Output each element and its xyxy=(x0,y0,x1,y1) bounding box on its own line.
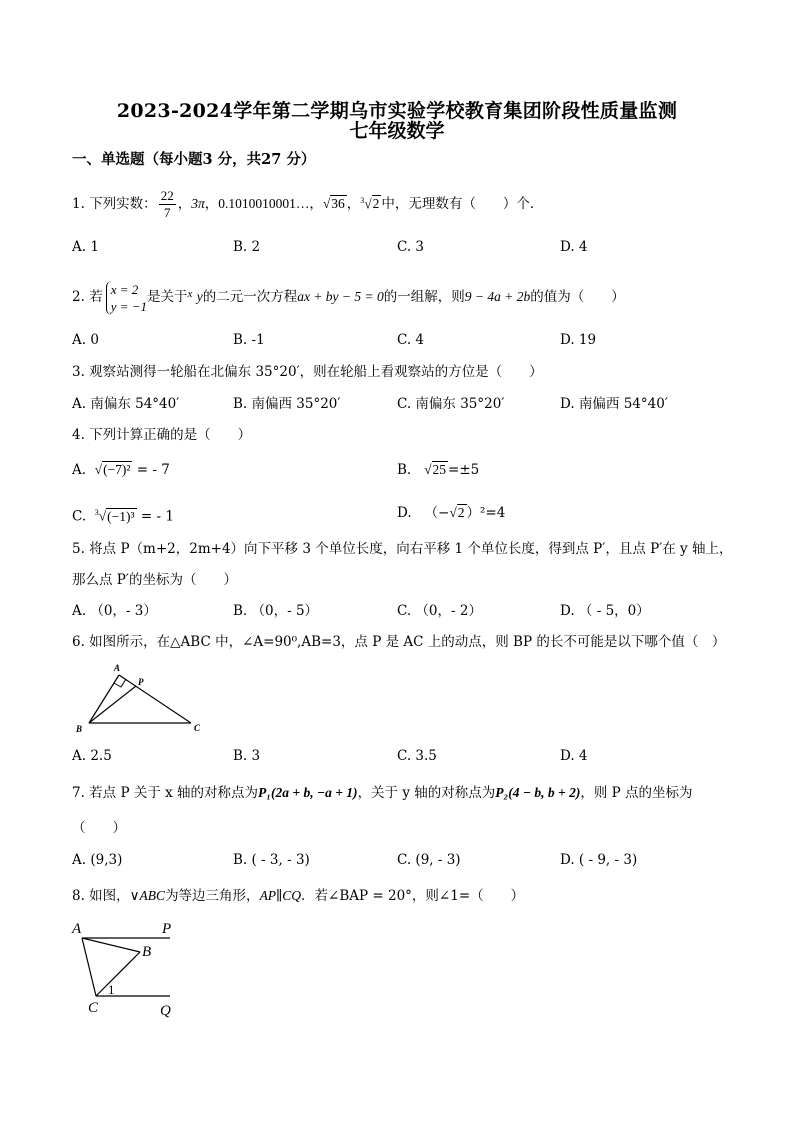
q1-option-b: B. 2 xyxy=(233,239,261,255)
q4-d-radicand: 2 xyxy=(457,505,465,520)
q1-sep: ， xyxy=(309,196,323,212)
question-1 xyxy=(72,188,543,221)
q1-frac-num: 22 xyxy=(160,188,174,203)
q4-c-rest: = - 1 xyxy=(140,508,174,525)
q7-point-p2: P₂(4 − b, b + 2) xyxy=(495,785,581,800)
q1-term-decimal: 0.1010010001… xyxy=(218,196,310,211)
q8-side-ac xyxy=(82,938,96,996)
q5-option-b: B. （0，- 5） xyxy=(233,603,319,619)
q3-option-c: C. 南偏东 35°20′ xyxy=(397,396,505,412)
question-6: 6. 如图所示，在△ABC 中，∠A=90⁰,AB=3，点 P 是 AC 上的动点，则 BP 的长不可能是以下哪个值（ ） xyxy=(72,634,726,650)
q5-option-a: A. （0，- 3） xyxy=(72,603,157,619)
q2-var-x: x xyxy=(187,288,193,300)
q1-sep: ， xyxy=(346,196,361,212)
q7-suffix: ，则 P 点的坐标为 xyxy=(580,785,693,801)
q7-mid: ，关于 y 轴的对称点为 xyxy=(357,785,496,801)
q7-prefix: 7. 若点 P 关于 x 轴的对称点为 xyxy=(72,785,259,801)
q7-point-p1: P₁(2a + b, −a + 1) xyxy=(258,785,358,800)
q8-parallel-figure xyxy=(66,914,196,1024)
q3-option-d: D. 南偏西 54°40′ xyxy=(560,396,668,412)
q6-label-b: B xyxy=(76,724,83,734)
q6-label-p: P xyxy=(138,677,144,687)
q2-option-c: C. 4 xyxy=(397,332,425,348)
q8-suffix: ．若∠BAP = 20°，则∠1=（ ） xyxy=(301,888,525,904)
q1-cbrt-index: 3 xyxy=(360,195,365,205)
q2-option-d: D. 19 xyxy=(560,332,597,348)
q4-b-rest: =±5 xyxy=(448,462,480,478)
q6-segment-bp xyxy=(89,686,136,723)
q6-option-a: A. 2.5 xyxy=(72,748,112,764)
question-5-line1: 5. 将点 P（m+2，2m+4）向下平移 3 个单位长度，向右平移 1 个单位长度，得到点 P′，且点 P′在 y 轴上， xyxy=(72,541,733,557)
q2-suffix: 的值为（ ） xyxy=(530,289,625,305)
q1-cbrt: $^3$√2 xyxy=(360,195,380,211)
q6-side-ab xyxy=(89,675,119,723)
q4-c-cbrt: $^3$√(−1)³ xyxy=(94,508,135,524)
q6-triangle-figure xyxy=(72,660,212,738)
q8-side-bc xyxy=(96,952,140,996)
exam-subtitle: 七年级数学 xyxy=(349,120,445,142)
q8-prefix: 8. 如图， xyxy=(72,888,130,904)
q2-text: 的二元一次方程 xyxy=(202,289,298,305)
q1-option-c: C. 3 xyxy=(397,239,425,255)
q6-option-d: D. 4 xyxy=(560,748,588,764)
q1-fraction xyxy=(159,188,176,221)
q8-label-q: Q xyxy=(160,1003,171,1019)
q1-frac-den: 7 xyxy=(163,205,171,220)
q1-suffix: 中，无理数有（ ）个． xyxy=(381,196,544,212)
q1-number: 1. xyxy=(72,196,85,212)
q6-option-c: C. 3.5 xyxy=(397,748,437,764)
q2-eq2: y = −1 xyxy=(110,298,148,314)
q4-option-d xyxy=(397,503,505,523)
q5-option-c: C. （0，- 2） xyxy=(397,603,482,619)
q8-label-c: C xyxy=(88,1000,99,1016)
q1-prefix: 下列实数： xyxy=(89,196,157,212)
question-8 xyxy=(72,886,524,906)
q2-equation: ax + by − 5 = 0 xyxy=(297,289,384,304)
q4-a-sqrt: √(−7)² xyxy=(94,462,131,477)
q2-option-b: B. -1 xyxy=(233,332,265,348)
q7-option-b: B. ( - 3, - 3) xyxy=(233,852,310,868)
exam-title: 2023-2024学年第二学期乌市实验学校教育集团阶段性质量监测 xyxy=(116,100,678,122)
q4-c-index: 3 xyxy=(94,508,99,517)
q8-triangle: ∨ABC xyxy=(129,888,166,903)
q2-expression: 9 − 4a + 2b xyxy=(464,289,531,304)
q7-option-d: D. ( - 9, - 3) xyxy=(560,852,638,868)
q4-b-label: B. xyxy=(397,462,412,478)
q5-option-d: D. （ - 5，0） xyxy=(560,603,650,619)
q8-label-p: P xyxy=(162,921,172,937)
q7-option-c: C. (9, - 3) xyxy=(397,852,461,868)
q2-text: 是关于 xyxy=(147,289,188,305)
q1-option-a: A. 1 xyxy=(72,239,99,255)
q4-d-pre: （− xyxy=(424,505,450,521)
q6-option-b: B. 3 xyxy=(233,748,261,764)
q2-number: 2. xyxy=(72,289,85,305)
q3-option-a: A. 南偏东 54°40′ xyxy=(72,396,180,412)
section-heading: 一、单选题（每小题3 分，共27 分） xyxy=(72,151,316,168)
q8-text: 为等边三角形， xyxy=(165,888,260,904)
question-7-line2: （ ） xyxy=(72,820,126,836)
q8-side-ab xyxy=(82,938,140,952)
q1-sep: ， xyxy=(177,196,192,212)
q4-option-b xyxy=(397,460,479,480)
q4-d-label: D. xyxy=(397,505,412,521)
q1-sqrt: √36 xyxy=(322,196,345,211)
q4-c-radicand: (−1)³ xyxy=(107,508,135,524)
q2-system xyxy=(106,281,147,315)
q4-a-rest: = - 7 xyxy=(136,462,170,478)
q4-b-sqrt: √25 xyxy=(424,462,447,477)
q4-d-rest: ）²=4 xyxy=(466,505,506,521)
question-5-line2: 那么点 P′的坐标为（ ） xyxy=(72,572,237,588)
q4-c-label: C. xyxy=(72,508,87,525)
q4-b-radicand: 25 xyxy=(432,462,447,477)
q4-option-a xyxy=(72,460,170,480)
q2-option-a: A. 0 xyxy=(72,332,99,348)
q6-label-c: C xyxy=(194,723,201,733)
q2-var-y: y xyxy=(196,289,203,304)
q1-sqrt-radicand: 36 xyxy=(331,196,345,211)
q4-a-radicand: (−7)² xyxy=(103,462,131,477)
q1-term-3pi: 3π xyxy=(191,196,205,211)
q1-option-d: D. 4 xyxy=(560,239,588,255)
q1-sep: ， xyxy=(204,196,219,212)
q1-cbrt-radicand: 2 xyxy=(372,196,380,211)
q2-eq1: x = 2 xyxy=(110,281,139,297)
q2-text: 的一组解，则 xyxy=(383,289,465,305)
question-2 xyxy=(72,274,625,317)
q8-label-a: A xyxy=(72,921,82,937)
q3-option-b: B. 南偏西 35°20′ xyxy=(233,396,341,412)
q2-prefix: 若 xyxy=(89,289,103,305)
q8-label-angle1: 1 xyxy=(108,982,115,997)
q4-a-label: A. xyxy=(72,462,87,478)
question-7 xyxy=(72,783,693,803)
question-3: 3. 观察站测得一轮船在北偏东 35°20′，则在轮船上看观察站的方位是（ ） xyxy=(72,364,543,380)
question-4: 4. 下列计算正确的是（ ） xyxy=(72,427,252,443)
q4-d-sqrt: √2 xyxy=(449,505,465,520)
q8-parallel: AP∥CQ xyxy=(259,888,302,903)
q8-label-b: B xyxy=(142,944,152,960)
q6-label-a: A xyxy=(114,663,121,673)
q4-option-c xyxy=(72,503,174,527)
q7-option-a: A. (9,3) xyxy=(72,852,123,868)
q6-side-ac xyxy=(119,675,191,723)
